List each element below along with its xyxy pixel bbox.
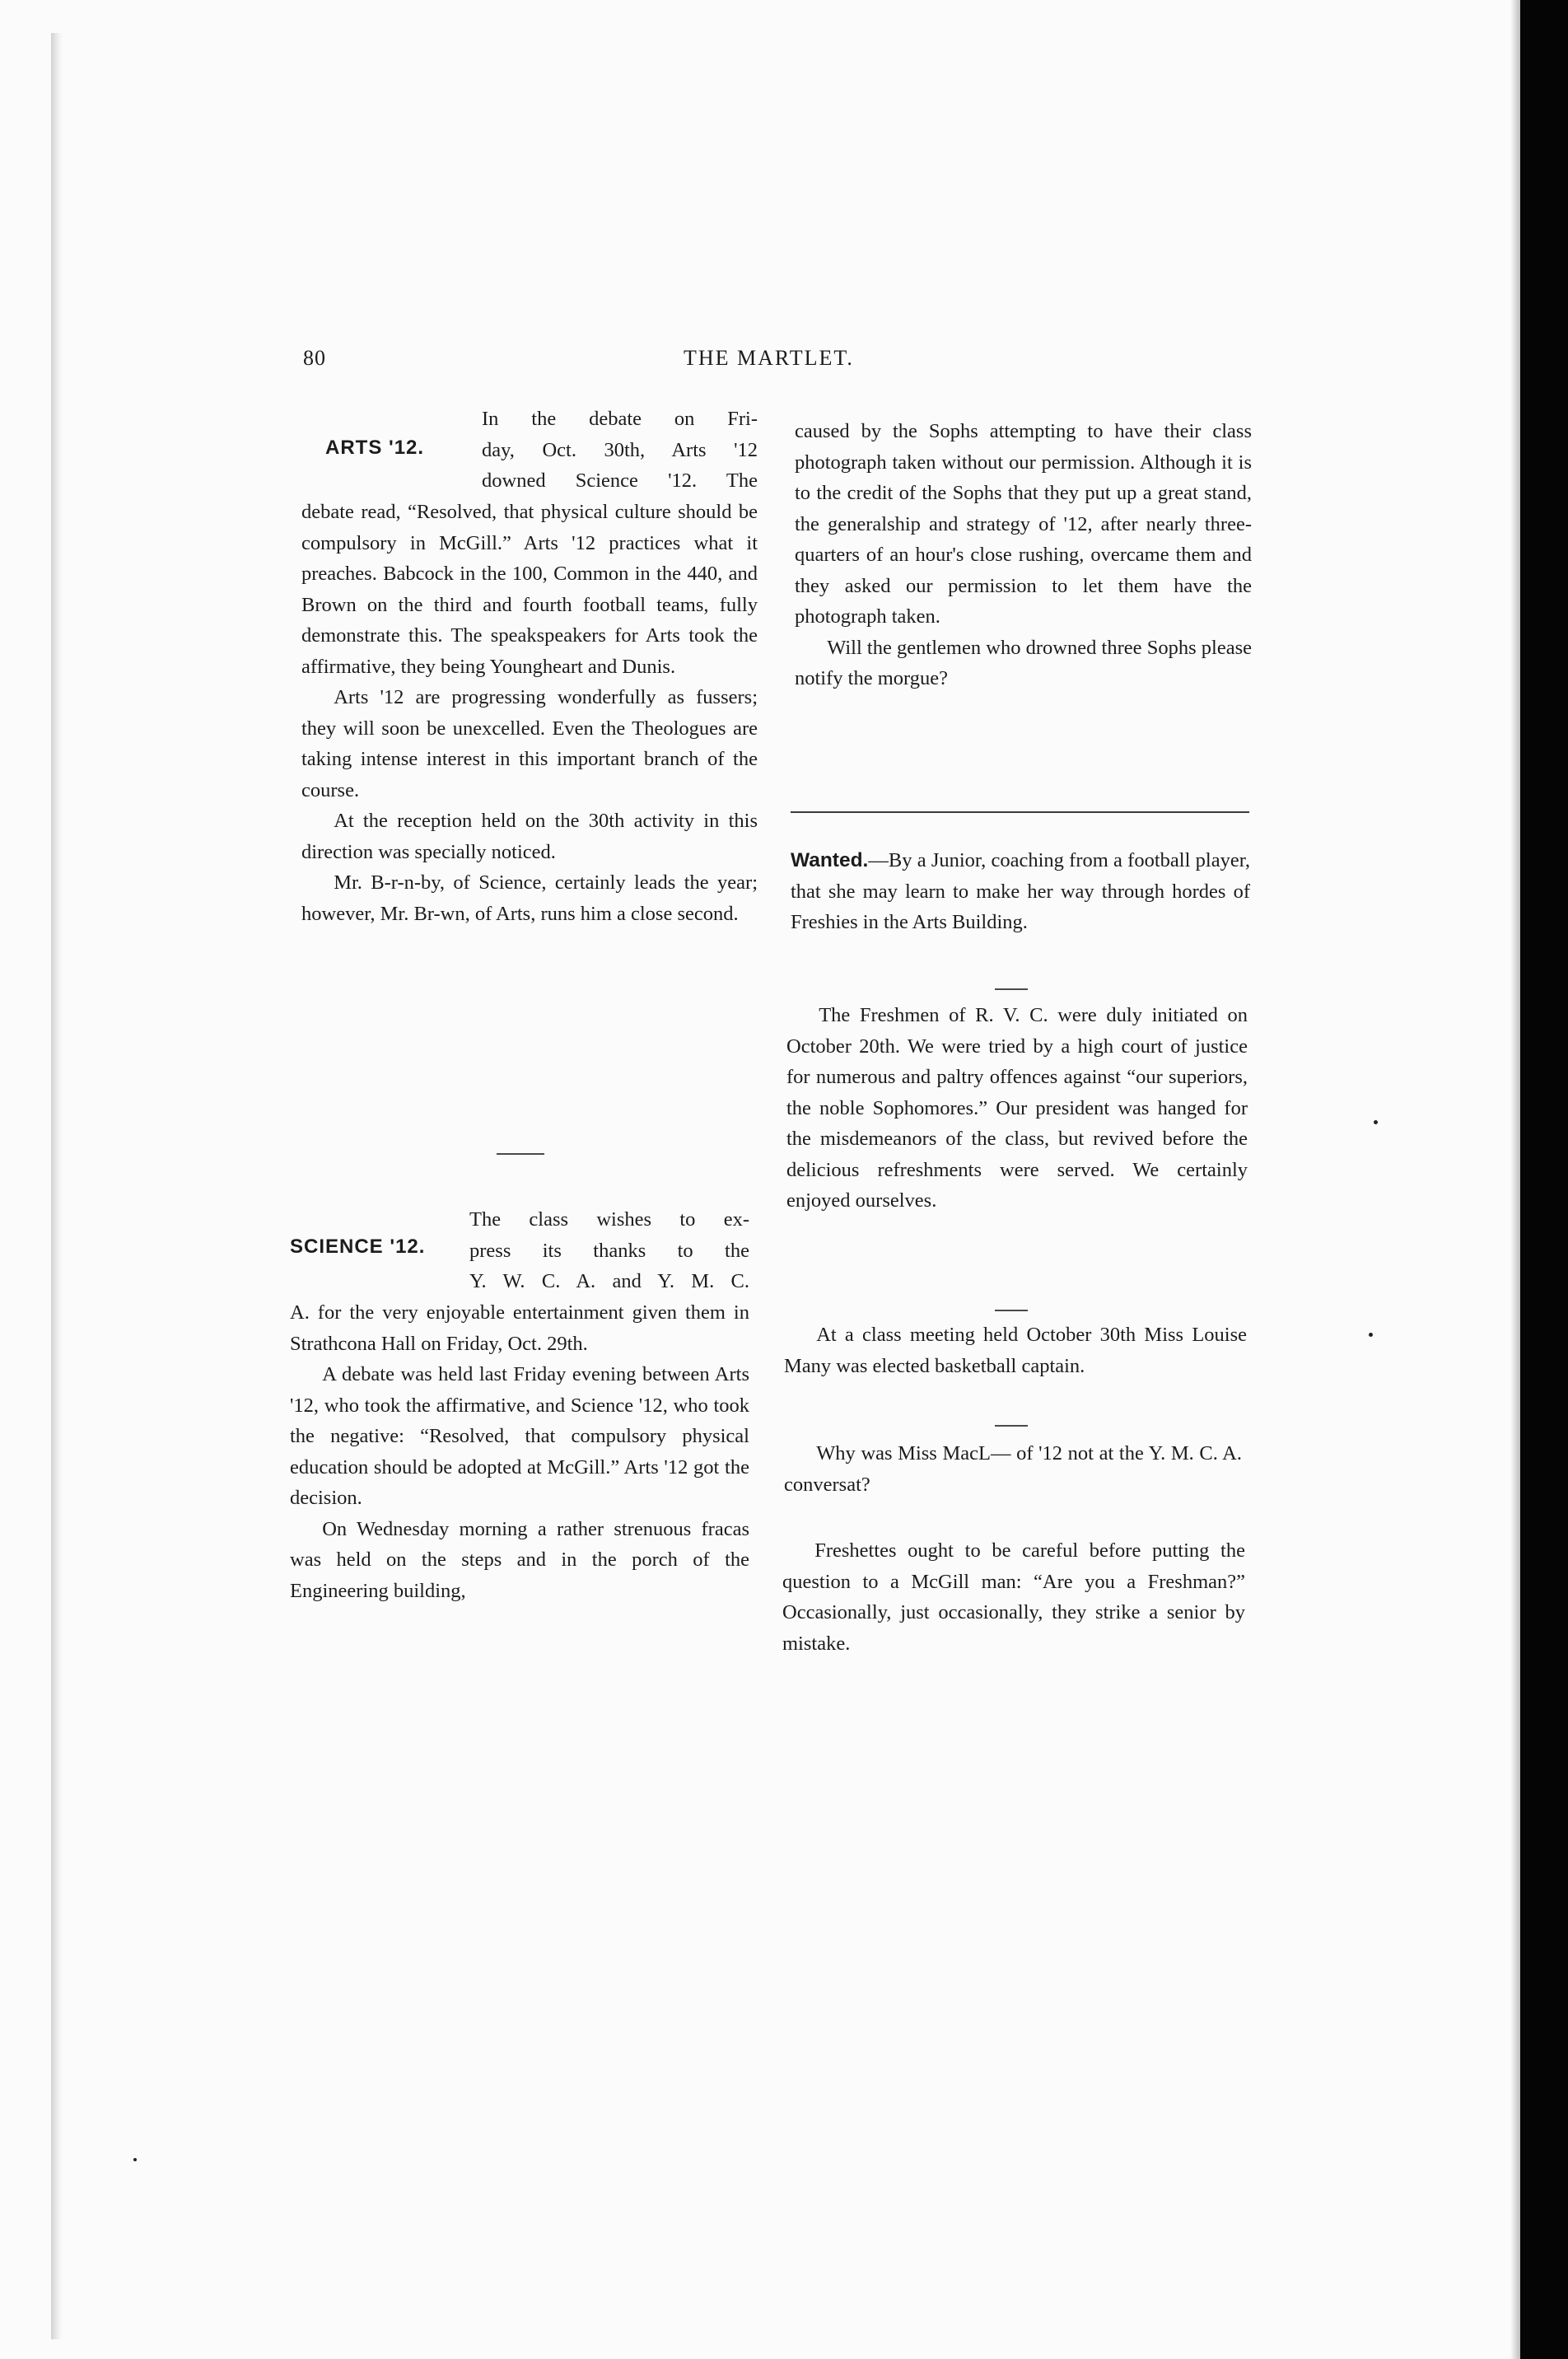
arts-paragraph-1: debate read, “Resolved, that physical culture should be compulsory in McGill.” Arts '12 practices what it preaches. Babcock in the 100, Common in the 440, and Brown on the third and fourth football teams, fully demonstrate this. The speakspeakers for Arts took the affirmative, they being Youngheart and Dunis. [301, 501, 758, 678]
science-heading: SCIENCE '12. [290, 1236, 426, 1258]
divider-2 [995, 1310, 1028, 1311]
wanted-text: —By a Junior, coaching from a football player, that she may learn to make her way through hordes of Freshies in the Arts Building. [791, 849, 1250, 933]
conversat-notice [784, 1438, 1242, 1500]
right-top-body [795, 416, 1252, 694]
arts-intro-line-2: day, Oct. 30th, Arts '12 [482, 438, 758, 461]
science-paragraph-1: A. for the very enjoyable entertainment given them in Strathcona Hall on Friday, Oct. 29th. [290, 1301, 749, 1355]
right-paragraph-4: At a class meeting held October 30th Miss Louise Many was elected basketball captain. [784, 1324, 1247, 1377]
arts-intro-line-3: downed Science '12. The [482, 469, 758, 492]
right-paragraph-2: Will the gentlemen who drowned three Sophs please notify the morgue? [795, 636, 1252, 689]
scan-speck [1369, 1333, 1373, 1337]
scan-speck [1374, 1120, 1378, 1124]
science-intro-line-2: press its thanks to the [469, 1239, 749, 1262]
page-number: 80 [303, 346, 326, 370]
scan-border-right [1517, 0, 1568, 2359]
right-paragraph-6: Freshettes ought to be careful before putting the question to a McGill man: “Are you a Freshman?” Occasionally, just occasionally, they strike a senior by mistake. [782, 1539, 1245, 1655]
arts-paragraph-3: At the reception held on the 30th activity in this direction was specially noticed. [301, 810, 758, 863]
page-header [296, 346, 1268, 379]
science-intro-line-3: Y. W. C. A. and Y. M. C. [469, 1270, 749, 1292]
arts-paragraph-4: Mr. B-r-n-by, of Science, certainly leads the year; however, Mr. Br-wn, of Arts, runs him a close second. [301, 871, 758, 925]
science-intro [469, 1204, 749, 1297]
science-body [290, 1297, 749, 1606]
right-paragraph-5: Why was Miss MacL— of '12 not at the Y. M. C. A. conversat? [784, 1442, 1242, 1496]
section-divider [497, 1153, 544, 1155]
arts-intro-line-1: In the debate on Fri- [482, 408, 758, 430]
freshmen-notice [786, 1000, 1248, 1217]
arts-intro [482, 404, 758, 497]
basketball-notice [784, 1320, 1247, 1381]
right-paragraph-3: The Freshmen of R. V. C. were duly initiated on October 20th. We were tried by a high court of justice for numerous and paltry offences against “our superiors, the noble Sophomores.” Our president was hanged for the misdemeanors of the class, but revived before the delicious refreshments were served. We certainly enjoyed ourselves. [786, 1004, 1248, 1212]
divider-3 [995, 1425, 1028, 1427]
column-rule [791, 811, 1249, 813]
arts-paragraph-2: Arts '12 are progressing wonderfully as fussers; they will soon be unexcelled. Even the Theologues are taking intense interest in this important branch of the course. [301, 686, 758, 801]
wanted-notice [791, 845, 1250, 938]
arts-heading: ARTS '12. [325, 437, 425, 459]
arts-body [301, 497, 758, 929]
scan-speck [133, 2158, 137, 2161]
scan-shadow-left [51, 33, 63, 2339]
running-head: THE MARTLET. [684, 346, 854, 370]
divider-1 [995, 988, 1028, 990]
wanted-label: Wanted. [791, 849, 869, 871]
freshettes-notice [782, 1535, 1245, 1659]
right-paragraph-1: caused by the Sophs attempting to have their class photograph taken without our permission. Although it is to the credit of the Sophs that they put up a great stand, the generalship and strategy of '12, after nearly three-quarters of an hour's close rushing, overcame them and they asked our permission to let them have the photograph taken. [795, 420, 1252, 628]
science-paragraph-2: A debate was held last Friday evening between Arts '12, who took the affirmative, and Science '12, who took the negative: “Resolved, that compulsory physical education should be adopted at McGill.” Arts '12 got the decision. [290, 1363, 749, 1509]
science-intro-line-1: The class wishes to ex- [469, 1208, 749, 1231]
science-paragraph-3: On Wednesday morning a rather strenuous fracas was held on the steps and in the porch of the Engineering building, [290, 1517, 749, 1602]
